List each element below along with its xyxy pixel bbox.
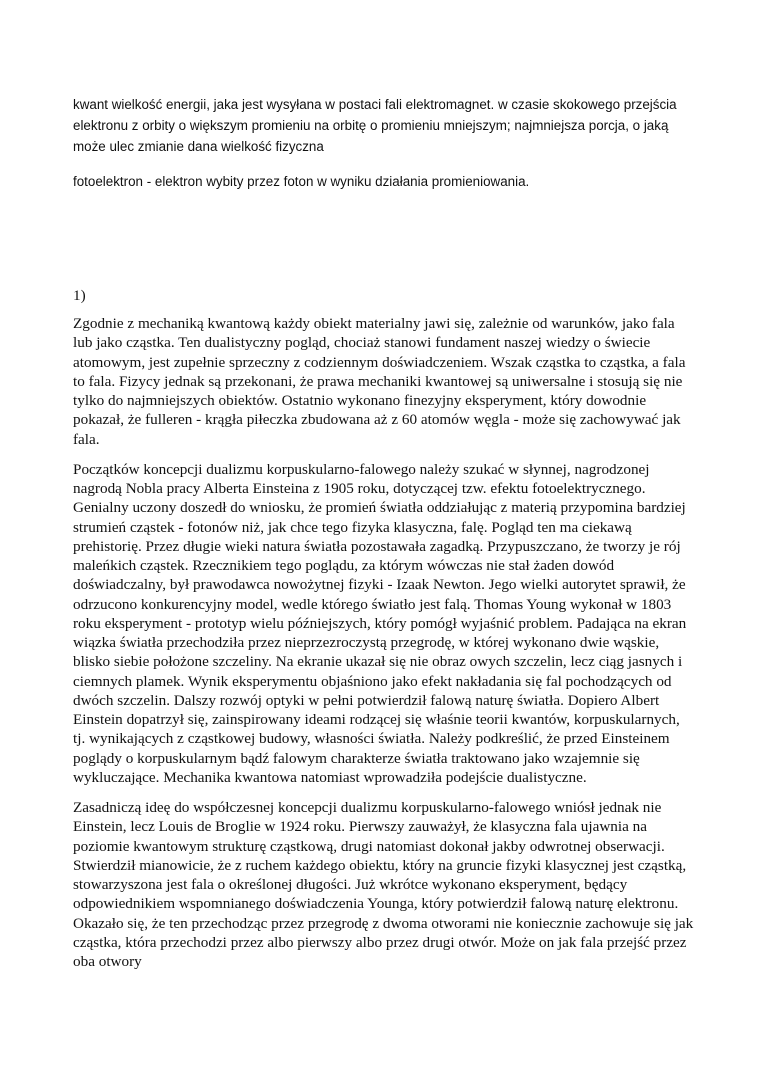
article-body (73, 314, 695, 982)
definition-fotoelektron: fotoelektron - elektron wybity przez foton w wyniku działania promieniowania. (73, 174, 530, 189)
paragraph: Zgodnie z mechaniką kwantową każdy obiekt materialny jawi się, zależnie od warunków, jako fala lub jako cząstka. Ten dualistyczny pogląd, chociaż stanowi fundament naszej wiedzy o świecie atomowym, jest zupełnie sprzeczny z codziennym doświadczeniem. Wszak cząstka to cząstka, a fala to fala. Fizycy jednak są przekonani, że prawa mechaniki kwantowej są uniwersalne i stosują się nie tylko do najmniejszych obiektów. Ostatnio wykonano finezyjny eksperyment, który dowodnie pokazał, że fulleren - krągła piłeczka zbudowana aż z 60 atomów węgla - może się zachowywać jak fala. (73, 315, 686, 448)
definition-kwant: kwant wielkość energii, jaka jest wysyłana w postaci fali elektromagnet. w czasie skokowego przejścia elektronu z orbity o większym promieniu na orbitę o promieniu mniejszym; najmniejsza porcja, o jaką może ulec zmianie dana wielkość fizyczna (73, 97, 677, 154)
paragraph: Zasadniczą ideę do współczesnej koncepcji dualizmu korpuskularno-falowego wniósł jednak nie Einstein, lecz Louis de Broglie w 1924 roku. Pierwszy zauważył, że klasyczna fala ujawnia na poziomie kwantowym strukturę cząstkową, drugi natomiast dokonał jakby odwrotnej obserwacji. Stwierdził mianowicie, że z ruchem każdego obiektu, który na gruncie fizyki klasycznej jest cząstką, stowarzyszona jest fala o określonej długości. Już wkrótce wykonano eksperyment, będący odpowiednikiem wspomnianego doświadczenia Younga, który potwierdził falową naturę elektronu. Okazało się, że ten przechodząc przez przegrodę z dwoma otworami nie koniecznie zachowuje się jak cząstka, która przechodzi przez albo pierwszy albo przez drugi otwór. Może on jak fala przejść przez oba otwory (73, 799, 694, 970)
paragraph: Początków koncepcji dualizmu korpuskularno-falowego należy szukać w słynnej, nagrodzonej nagrodą Nobla pracy Alberta Einsteina z 1905 roku, dotyczącej tzw. efektu fotoelektrycznego. Genialny uczony doszedł do wniosku, że promień światła oddziałując z materią przypomina bardziej strumień cząstek - fotonów niż, jak chce tego fizyka klasyczna, falę. Pogląd ten ma ciekawą prehistorię. Przez długie wieki natura światła pozostawała zagadką. Przypuszczano, że tworzy je rój maleńkich cząstek. Rzecznikiem tego poglądu, za którym wówczas nie stał żaden dowód doświadczalny, był prawodawca nowożytnej fizyki - Izaak Newton. Jego wielki autorytet sprawił, że odrzucono konkurencyjny model, wedle którego światło jest falą. Thomas Young wykonał w 1803 roku eksperyment - prototyp wielu późniejszych, który pomógł wyjaśnić problem. Padająca na ekran wiązka światła przechodziła przez nieprzezroczystą przegrodę, w której wykonano dwie wąskie, blisko siebie położone szczeliny. Na ekranie ukazał się nie obraz owych szczelin, lecz ciąg jasnych i ciemnych plamek. Wynik eksperymentu objaśniono jako efekt nakładania się fal pochodzących od dwóch szczelin. Dalszy rozwój optyki w pełni potwierdził falową naturę światła. Dopiero Albert Einstein dopatrzył się, zainspirowany ideami rodzącej się właśnie teorii kwantów, korpuskularnych, tj. wynikających z cząstkowej budowy, własności światła. Należy podkreślić, że przed Einsteinem poglądy o korpuskularnym bądź falowym charakterze światła traktowano jako wzajemnie się wykluczające. Mechanika kwantowa natomiast wprowadziła podejście dualistyczne. (73, 460, 687, 786)
section-number: 1) (73, 287, 86, 304)
